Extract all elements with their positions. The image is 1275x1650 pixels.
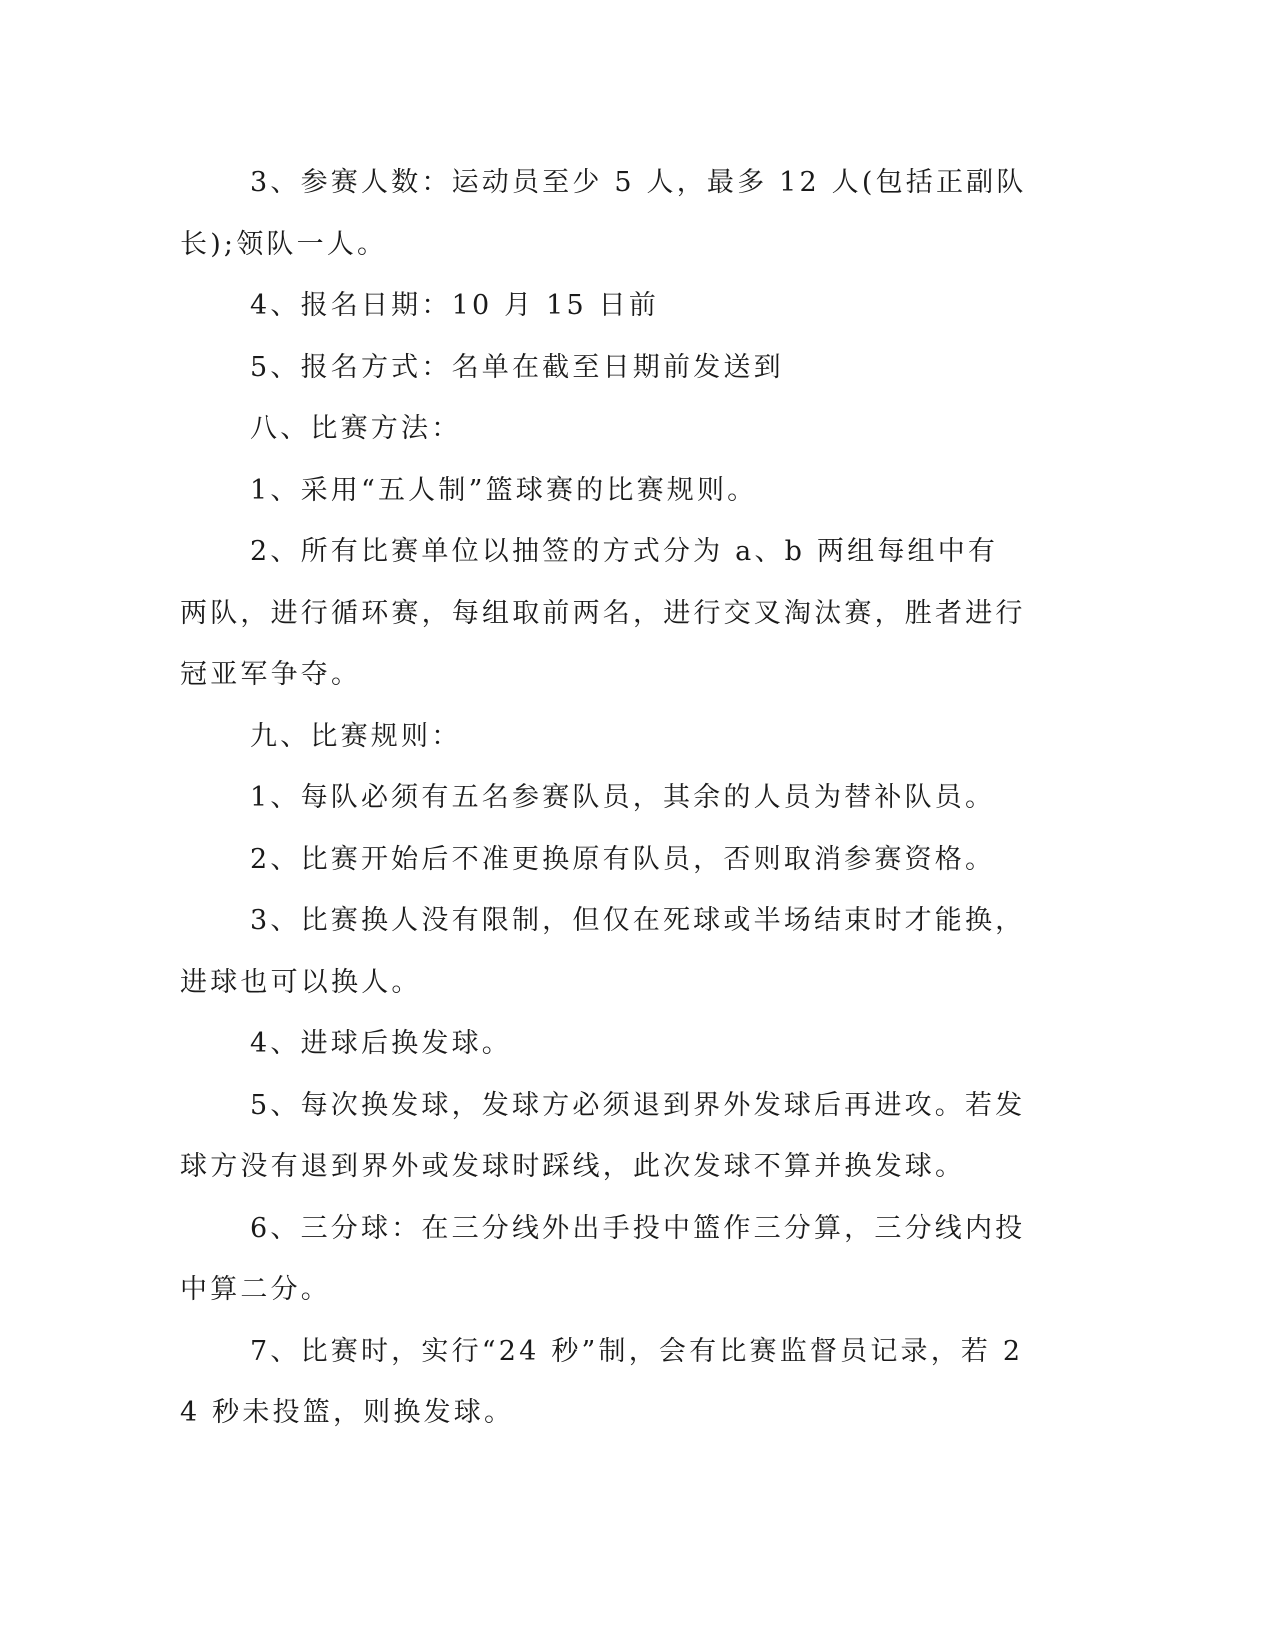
paragraph-participants: 3、参赛人数：运动员至少 5 人，最多 12 人(包括正副队长);领队一人。 — [180, 167, 1027, 260]
section-heading-competition-method: 八、比赛方法： — [250, 413, 462, 444]
paragraph-rule-2: 2、比赛开始后不准更换原有队员，否则取消参赛资格。 — [250, 843, 996, 875]
paragraph-registration-method: 5、报名方式：名单在截至日期前发送到 — [250, 351, 784, 383]
paragraph-rule-4: 4、进球后换发球。 — [250, 1028, 512, 1059]
section-heading-competition-rules: 九、比赛规则： — [250, 720, 462, 752]
paragraph-rule-5: 5、每次换发球，发球方必须退到界外发球后再进攻。若发球方没有退到界外或发球时踩线，此次发球不算并换发球。 — [180, 1089, 1026, 1182]
document-body — [180, 152, 1028, 1444]
paragraph-method-groups: 2、所有比赛单位以抽签的方式分为 a、b 两组每组中有两队，进行循环赛，每组取前两名，进行交叉淘汰赛，胜者进行冠亚军争夺。 — [180, 536, 1026, 690]
paragraph-rule-3: 3、比赛换人没有限制，但仅在死球或半场结束时才能换，进球也可以换人。 — [180, 905, 1026, 998]
paragraph-rule-1: 1、每队必须有五名参赛队员，其余的人员为替补队员。 — [250, 782, 996, 813]
paragraph-rule-7: 7、比赛时，实行“24 秒”制，会有比赛监督员记录，若 24 秒未投篮，则换发球。 — [180, 1335, 1024, 1428]
paragraph-rule-6: 6、三分球：在三分线外出手投中篮作三分算，三分线内投中算二分。 — [180, 1212, 1026, 1305]
paragraph-method-rules: 1、采用“五人制”篮球赛的比赛规则。 — [250, 474, 758, 506]
paragraph-registration-date: 4、报名日期：10 月 15 日前 — [250, 290, 660, 321]
